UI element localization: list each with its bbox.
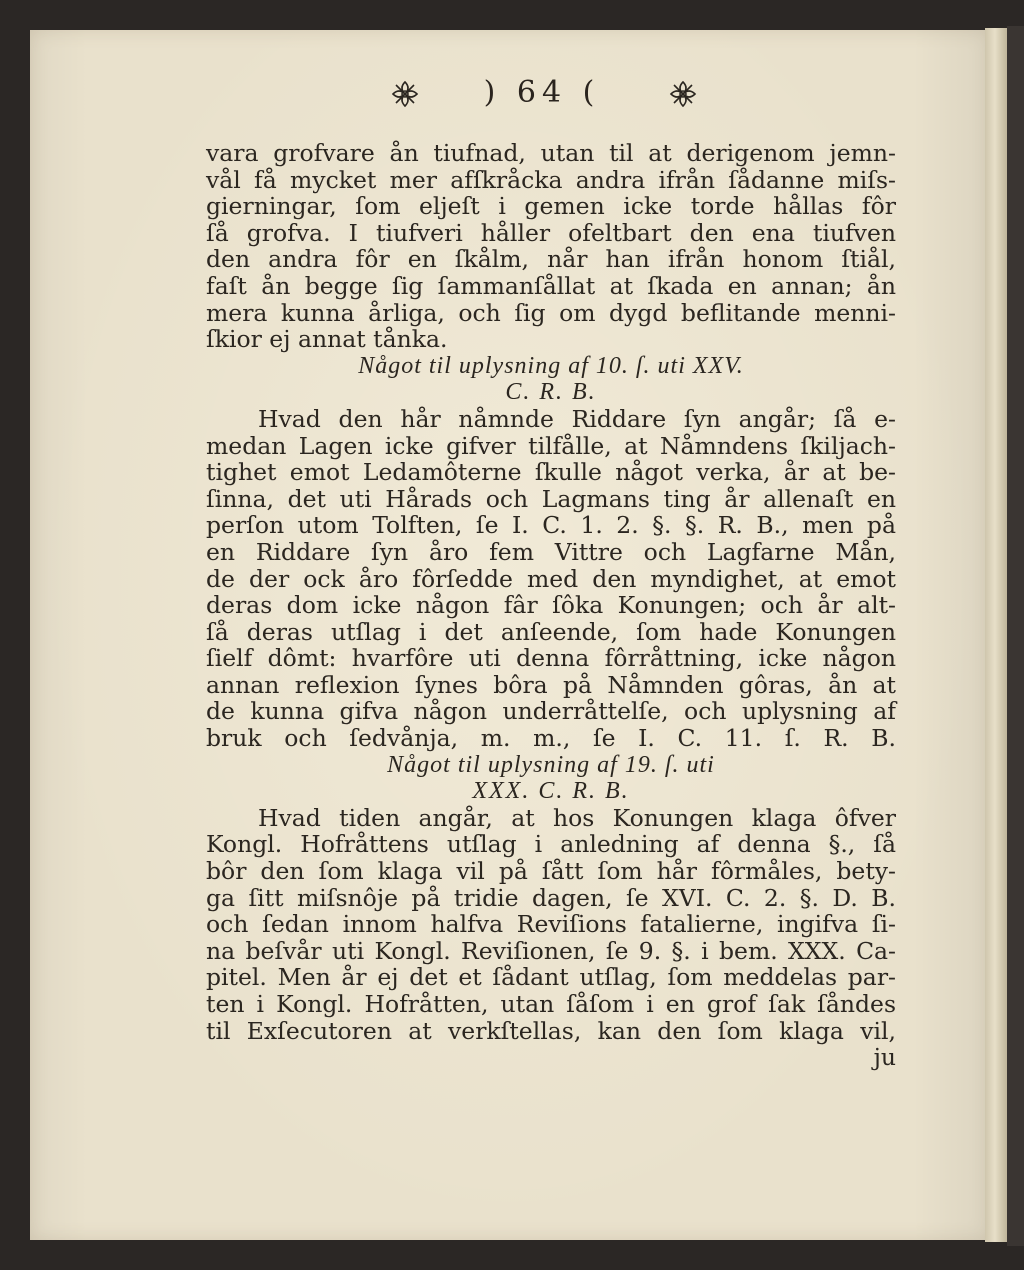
body-text bbox=[206, 140, 896, 1071]
fleuron-ornament-icon bbox=[390, 79, 420, 109]
text-line: Hvad tiden angår, at hos Konungen klaga ôfver bbox=[258, 803, 896, 832]
page-gutter bbox=[985, 28, 1007, 1242]
paragraph-3 bbox=[206, 805, 896, 1044]
fleuron-ornament-icon bbox=[668, 79, 698, 109]
text-line: ſinna, det uti Hårads och Lagmans ting år allenaſt en bbox=[206, 484, 896, 513]
text-line: ten i Kongl. Hofråtten, utan ſåſom i en grof ſak ſåndes bbox=[206, 990, 896, 1018]
text-line: til Exſecutoren at verkſtellas, kan den ſom klaga vil, bbox=[206, 1016, 896, 1045]
text-line: bôr den ſom klaga vil på ſått ſom hår fôrmåles, bety- bbox=[206, 857, 896, 886]
text-line: perſon utom Tolften, ſe I. C. 1. 2. §. §. R. B., men på bbox=[206, 511, 896, 540]
text-line: ſå grofva. I tiufveri håller ofeltbart den ena tiufven bbox=[206, 218, 896, 247]
page-header bbox=[0, 75, 1024, 119]
text-line: na beſvår uti Kongl. Reviſionen, ſe 9. §. i bem. XXX. Ca- bbox=[206, 936, 896, 965]
text-line: annan reflexion ſynes bôra på Nåmnden gôras, ån at bbox=[206, 670, 896, 699]
text-line: tighet emot Ledamôterne ſkulle något verka, år at be- bbox=[206, 458, 896, 487]
text-line: ſkior ej annat tånka. bbox=[206, 325, 448, 354]
text-line: och ſedan innom halfva Reviſions fatalierne, ingifva ſi- bbox=[206, 910, 896, 939]
section-heading-sub: C. R. B. bbox=[505, 379, 597, 406]
text-line: Hvad den hår nåmnde Riddare ſyn angår; ſå e- bbox=[258, 404, 896, 433]
scan-edge bbox=[1007, 26, 1024, 1246]
text-line: Kongl. Hofråttens utſlag i anledning af denna §., ſå bbox=[206, 830, 896, 859]
text-line: vål få mycket mer afſkråcka andra ifrån ſådanne miſs- bbox=[206, 165, 896, 194]
text-line: bruk och ſedvånja, m. m., ſe I. C. 11. ſ. R. B. bbox=[206, 724, 896, 753]
text-line: ſå deras utſlag i det anſeende, ſom hade Konungen bbox=[206, 617, 896, 646]
paragraph-2 bbox=[206, 406, 896, 752]
section-heading: Något til uplysning af 19. ſ. uti bbox=[387, 751, 715, 778]
text-line: de der ock åro fôrſedde med den myndighet, at emot bbox=[206, 564, 896, 593]
section-heading-sub: XXX. C. R. B. bbox=[472, 778, 630, 805]
text-line: de kunna gifva någon underråttelſe, och uplysning af bbox=[206, 697, 896, 726]
text-line: den andra fôr en ſkålm, når han ifrån honom ſtiål, bbox=[206, 245, 896, 274]
text-line: deras dom icke någon fâr ſôka Konungen; och år alt- bbox=[206, 591, 896, 620]
text-line: faſt ån begge ſig ſammanſållat at ſkada en annan; ån bbox=[206, 271, 896, 300]
text-line: pitel. Men år ej det et ſådant utſlag, ſom meddelas par- bbox=[206, 963, 896, 992]
text-line: ga ſitt miſsnôje på tridie dagen, ſe XVI. C. 2. §. D. B. bbox=[206, 883, 896, 912]
page-number: ) 64 ( bbox=[483, 75, 601, 110]
paragraph-1 bbox=[206, 140, 896, 353]
text-line: ſielf dômt: hvarfôre uti denna fôrråttning, icke någon bbox=[206, 644, 896, 673]
catchword: ju bbox=[873, 1043, 896, 1072]
text-line: medan Lagen icke gifver tilfålle, at Nåmndens ſkiljach- bbox=[206, 431, 896, 460]
section-heading: Något til uplysning af 10. ſ. uti XXV. bbox=[358, 352, 744, 379]
text-line: en Riddare ſyn åro fem Vittre och Lagfarne Mån, bbox=[206, 537, 896, 566]
text-line: mera kunna årliga, och ſig om dygd beflitande menni- bbox=[206, 298, 896, 327]
text-line: gierningar, ſom eljeſt i gemen icke torde hållas fôr bbox=[206, 192, 896, 221]
text-line: vara grofvare ån tiufnad, utan til at derigenom jemn- bbox=[206, 139, 896, 167]
